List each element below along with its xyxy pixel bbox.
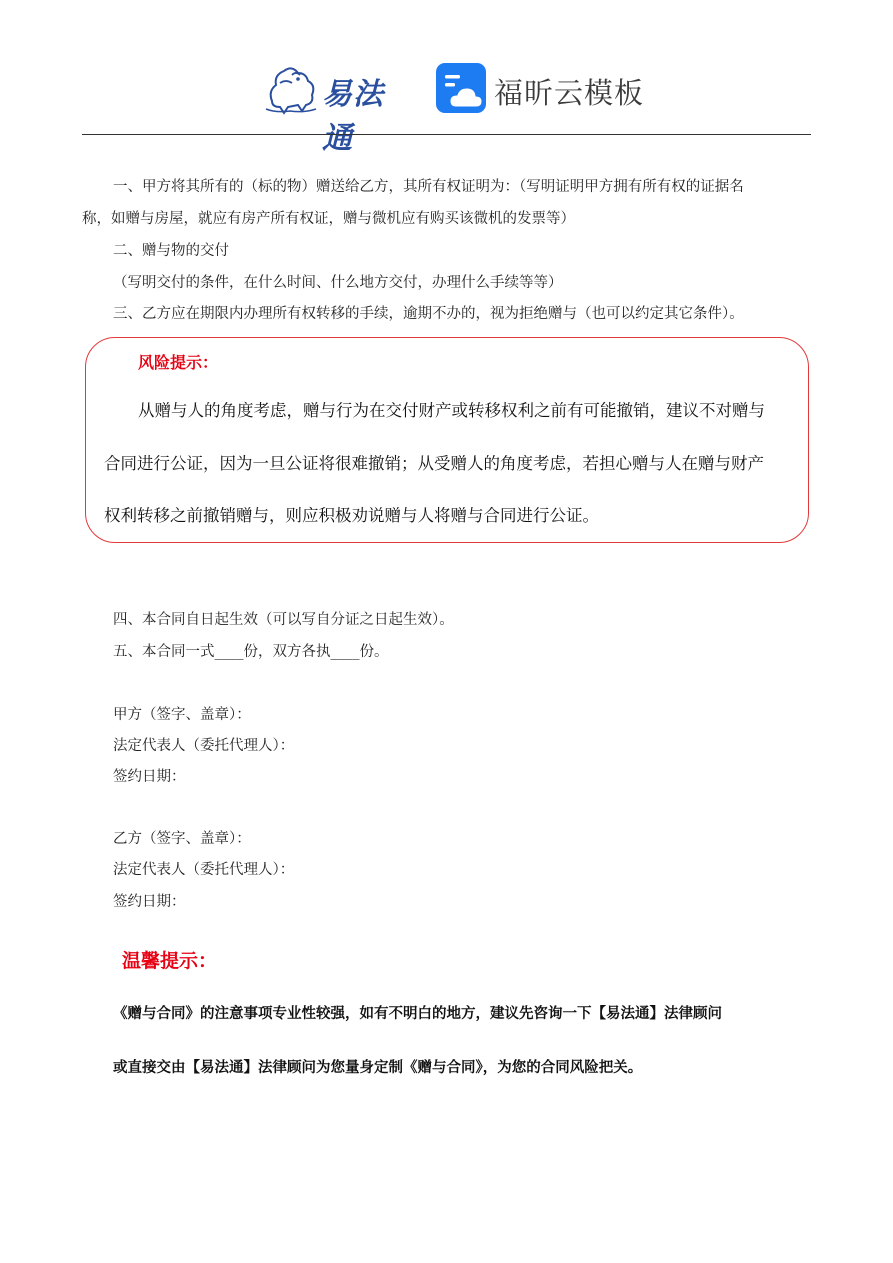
page-header xyxy=(0,55,893,156)
clause-3: 三、乙方应在期限内办理所有权转移的手续，逾期不办的，视为拒绝赠与（也可以约定其它条件）。 xyxy=(113,306,744,322)
clause-2-note: （写明交付的条件，在什么时间、什么地方交付，办理什么手续等等） xyxy=(113,275,563,291)
clause-1-line-1: 一、甲方将其所有的（标的物）赠送给乙方，其所有权证明为：（写明证明甲方拥有所有权的证据名 xyxy=(113,179,744,195)
warm-tip-title: 温馨提示： xyxy=(122,950,218,972)
risk-notice-line-2: 合同进行公证，因为一旦公证将很难撤销；从受赠人的角度考虑，若担心赠与人在赠与财产 xyxy=(104,454,764,473)
risk-notice-line-1: 从赠与人的角度考虑，赠与行为在交付财产或转移权利之前有可能撤销，建议不对赠与 xyxy=(138,401,765,420)
party-a-signature: 甲方（签字、盖章）： xyxy=(113,707,251,723)
party-b-date: 签约日期： xyxy=(113,894,186,910)
foxit-template-logo xyxy=(436,63,656,119)
clause-2-title: 二、赠与物的交付 xyxy=(113,243,229,259)
qilin-mascot-icon xyxy=(262,61,320,117)
clause-4: 四、本合同自日起生效（可以写自分证之日起生效）。 xyxy=(113,612,454,628)
yifatong-brand-text: 易法通 xyxy=(322,77,384,156)
cloud-template-icon xyxy=(436,63,486,113)
header-divider xyxy=(82,134,811,135)
yifatong-logo xyxy=(262,61,412,156)
party-b-signature: 乙方（签字、盖章）： xyxy=(113,831,251,847)
warm-tip-line-1: 《赠与合同》的注意事项专业性较强，如有不明白的地方，建议先咨询一下【易法通】法律顾问 xyxy=(113,1005,722,1022)
party-a-representative: 法定代表人（委托代理人）： xyxy=(113,738,295,754)
risk-notice-line-3: 权利转移之前撤销赠与，则应积极劝说赠与人将赠与合同进行公证。 xyxy=(104,506,599,525)
clause-5: 五、本合同一式____份，双方各执____份。 xyxy=(113,644,389,660)
risk-notice-title: 风险提示： xyxy=(138,353,219,372)
party-b-representative: 法定代表人（委托代理人）： xyxy=(113,862,295,878)
foxit-brand-text: 福昕云模板 xyxy=(494,76,645,110)
party-a-date: 签约日期： xyxy=(113,769,186,785)
warm-tip-line-2: 或直接交由【易法通】法律顾问为您量身定制《赠与合同》，为您的合同风险把关。 xyxy=(113,1059,643,1076)
clause-1-line-2: 称，如赠与房屋，就应有房产所有权证，赠与微机应有购买该微机的发票等） xyxy=(82,211,575,227)
